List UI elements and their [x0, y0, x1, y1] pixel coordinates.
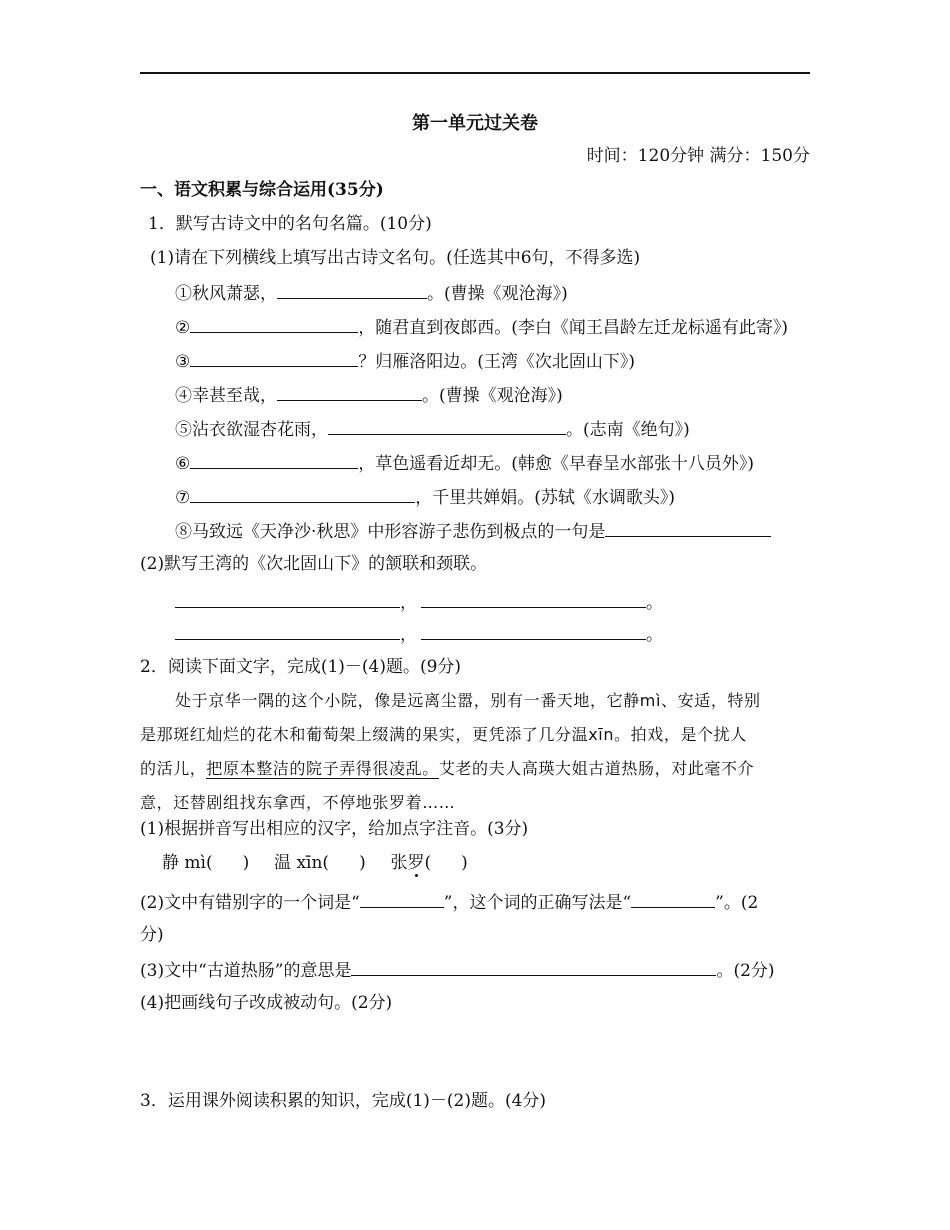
q1-item-5-blank[interactable]: [328, 417, 566, 435]
q1-item-8-blank[interactable]: [605, 519, 771, 537]
q1-item-7: [175, 485, 675, 509]
q1-stem: 1．默写古诗文中的名句名篇。(10分): [148, 214, 432, 234]
q2-stem: 2．阅读下面文字，完成(1)－(4)题。(9分): [140, 657, 462, 677]
q1-part2-blank-1a[interactable]: [175, 590, 400, 608]
q1-item-6-blank[interactable]: [190, 451, 358, 469]
q1-item-2: [175, 315, 788, 339]
q2-sub2-blank-correct[interactable]: [631, 890, 715, 908]
q2-passage-line-2: 是那斑红灿烂的花木和葡萄架上缀满的果实，更凭添了几分温xīn。拍戏，是个扰人: [140, 725, 747, 744]
header-rule: [140, 72, 810, 74]
q1-item-6: [175, 451, 754, 475]
q1-item-1-pre: ①秋风萧瑟，: [175, 284, 277, 304]
q2-sub2: [140, 890, 758, 914]
q1-item-5: [175, 417, 690, 441]
q1-item-3: [175, 349, 635, 373]
q1-item-3-post: ？归雁洛阳边。(王湾《次北固山下》): [358, 352, 636, 372]
q1-item-2-pre: ②: [175, 318, 191, 338]
q2-sub2-c: ”。(2: [715, 893, 759, 913]
q2-sub3-a: (3)文中“古道热肠”的意思是: [140, 961, 352, 981]
q2-pinyin-b: 温 xīn(: [274, 853, 330, 873]
q1-part2-period-1: 。: [646, 593, 663, 613]
q2-sub1: (1)根据拼音写出相应的汉字，给加点字注音。(3分): [140, 819, 529, 839]
q2-pinyin-b-close: ): [359, 853, 366, 873]
section-heading: 一、语文积累与综合运用(35分): [140, 180, 384, 200]
exam-title: 第一单元过关卷: [412, 113, 538, 134]
q2-pinyin-c-pre: 张: [390, 853, 408, 873]
q1-part2-intro: (2)默写王湾的《次北固山下》的颔联和颈联。: [140, 554, 488, 574]
q1-part1-intro: (1)请在下列横线上填写出古诗文名句。(任选其中6句，不得多选): [150, 248, 641, 268]
q1-item-8: [175, 519, 771, 543]
q2-pinyin-c-close: ): [461, 853, 468, 873]
q1-item-3-pre: ③: [175, 352, 191, 372]
q1-part2-blank-2b[interactable]: [421, 622, 646, 640]
q1-item-5-post: 。(志南《绝句》): [566, 420, 690, 440]
q2-sub2-wrap: 分): [140, 925, 164, 945]
q2-sub3: [140, 958, 775, 982]
q2-pinyin-a: 静 mì(: [162, 853, 213, 873]
q2-sub3-blank[interactable]: [351, 958, 716, 976]
q2-underlined-sentence: 把原本整洁的院子弄得很凌乱。: [206, 759, 439, 778]
q1-item-2-post: ，随君直到夜郎西。(李白《闻王昌龄左迁龙标遥有此寄》): [358, 318, 789, 338]
q2-passage-line-3: [140, 758, 754, 780]
q2-sub4: (4)把画线句子改成被动句。(2分): [140, 993, 393, 1013]
q1-part2-comma-1: ，: [400, 593, 417, 613]
q2-sub3-b: 。(2分): [716, 961, 775, 981]
q1-item-6-pre: ⑥: [175, 454, 191, 474]
q1-part2-period-2: 。: [646, 625, 663, 645]
q1-part2-comma-2: ，: [400, 625, 417, 645]
q2-passage-line-3-pre: 的活儿，: [140, 759, 207, 778]
q2-pinyin-c-dotted-char: 罗: [407, 853, 425, 873]
q1-item-7-blank[interactable]: [190, 485, 415, 503]
q2-pinyin-row: [162, 852, 468, 874]
q1-item-6-post: ，草色遥看近却无。(韩愈《早春呈水部张十八员外》): [358, 454, 755, 474]
q2-pinyin-c-open: (: [424, 853, 432, 873]
q2-passage-line-1: 处于京华一隅的这个小院，像是远离尘嚣，别有一番天地，它静mì、安适，特别: [175, 691, 761, 710]
q1-item-4: [175, 383, 563, 407]
q1-item-7-pre: ⑦: [175, 488, 191, 508]
q1-part2-blank-1b[interactable]: [421, 590, 646, 608]
q2-pinyin-a-close: ): [242, 853, 250, 873]
q1-item-1-post: 。(曹操《观沧海》): [427, 284, 568, 304]
q1-item-2-blank[interactable]: [190, 315, 358, 333]
q1-part2-line-1: [175, 590, 663, 614]
q1-item-5-pre: ⑤沾衣欲湿杏花雨，: [175, 420, 328, 440]
q1-item-4-post: 。(曹操《观沧海》): [422, 386, 563, 406]
q1-part2-line-2: [175, 622, 663, 646]
q2-passage-line-4: 意，还替剧组找东拿西，不停地张罗着……: [140, 793, 456, 812]
q2-passage-line-3-post: 艾老的夫人高瑛大姐古道热肠，对此毫不介: [438, 759, 755, 778]
q1-item-8-pre: ⑧马致远《天净沙·秋思》中形容游子悲伤到极点的一句是: [175, 522, 606, 542]
q2-sub2-b: ”，这个词的正确写法是“: [443, 893, 632, 913]
q1-item-4-pre: ④幸甚至哉，: [175, 386, 277, 406]
q2-sub2-blank-wrong[interactable]: [360, 890, 444, 908]
q3-stem: 3．运用课外阅读积累的知识，完成(1)－(2)题。(4分): [140, 1091, 547, 1111]
q1-item-1-blank[interactable]: [277, 281, 427, 299]
q1-item-3-blank[interactable]: [190, 349, 358, 367]
q2-sub2-a: (2)文中有错别字的一个词是“: [140, 893, 360, 913]
q1-item-1: [175, 281, 568, 305]
q1-item-7-post: ，千里共婵娟。(苏轼《水调歌头》): [415, 488, 676, 508]
q1-item-4-blank[interactable]: [277, 383, 422, 401]
exam-meta: 时间：120分钟 满分：150分: [586, 146, 810, 166]
q1-part2-blank-2a[interactable]: [175, 622, 400, 640]
